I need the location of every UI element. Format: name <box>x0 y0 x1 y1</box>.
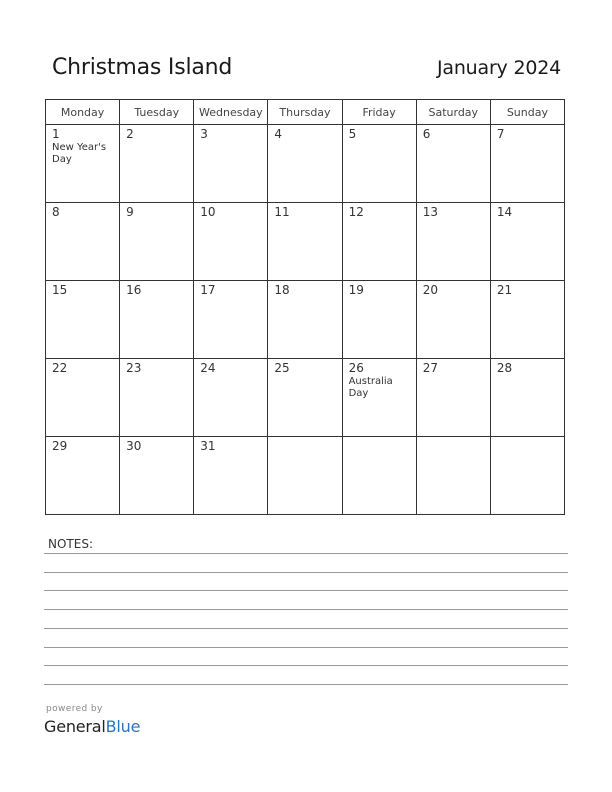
day-cell[interactable] <box>194 359 268 437</box>
weekday-label: Friday <box>342 100 416 125</box>
calendar-grid <box>45 99 565 515</box>
week-row <box>46 437 565 515</box>
day-number <box>343 437 416 439</box>
day-number: 8 <box>52 205 60 219</box>
day-number: 28 <box>496 361 513 375</box>
weekday-label: Monday <box>46 100 120 125</box>
brand-logo[interactable] <box>44 717 140 736</box>
day-cell[interactable] <box>120 359 194 437</box>
day-cell[interactable] <box>342 437 416 515</box>
day-number: 31 <box>200 439 216 453</box>
weekday-header-row <box>46 100 565 125</box>
brand-blue-text: Blue <box>105 717 141 736</box>
day-number <box>491 437 564 439</box>
day-number: 6 <box>422 127 431 141</box>
day-number: 11 <box>274 205 290 219</box>
note-line <box>44 647 568 648</box>
day-cell[interactable] <box>194 281 268 359</box>
day-number: 13 <box>422 205 438 219</box>
day-cell[interactable] <box>490 359 564 437</box>
day-cell[interactable] <box>268 437 342 515</box>
day-number: 20 <box>422 283 438 297</box>
day-cell[interactable] <box>46 125 120 203</box>
day-cell[interactable] <box>416 203 490 281</box>
holiday-label: New Year's Day <box>52 142 107 165</box>
day-number: 1 <box>52 127 60 141</box>
day-number: 22 <box>52 361 68 375</box>
week-row <box>46 281 565 359</box>
day-cell[interactable] <box>120 281 194 359</box>
day-cell[interactable] <box>490 437 564 515</box>
day-cell[interactable] <box>268 125 342 203</box>
week-row <box>46 359 565 437</box>
holiday-label: Australia Day <box>348 376 393 399</box>
day-cell[interactable] <box>490 125 564 203</box>
day-cell[interactable] <box>342 125 416 203</box>
notes-label: NOTES: <box>48 537 93 551</box>
day-cell[interactable] <box>120 125 194 203</box>
day-number: 15 <box>52 283 68 297</box>
note-line <box>44 684 568 685</box>
day-cell[interactable] <box>490 281 564 359</box>
day-cell[interactable] <box>194 125 268 203</box>
day-number: 27 <box>422 361 438 375</box>
note-line <box>44 628 568 629</box>
day-cell[interactable] <box>342 281 416 359</box>
week-row <box>46 203 565 281</box>
calendar-month: January 2024 <box>436 57 561 79</box>
day-cell[interactable] <box>268 359 342 437</box>
day-number: 16 <box>126 283 142 297</box>
note-line <box>44 572 568 573</box>
weekday-label: Tuesday <box>120 100 194 125</box>
day-cell[interactable] <box>194 203 268 281</box>
day-cell[interactable] <box>268 203 342 281</box>
day-cell[interactable] <box>46 203 120 281</box>
day-number: 14 <box>496 205 513 219</box>
day-number: 21 <box>496 283 513 297</box>
calendar-title: Christmas Island <box>52 55 233 80</box>
day-number: 30 <box>126 439 142 453</box>
day-cell[interactable] <box>120 203 194 281</box>
day-cell[interactable] <box>416 437 490 515</box>
day-number: 29 <box>52 439 68 453</box>
day-number: 19 <box>348 283 364 297</box>
powered-by-text: powered by <box>46 704 103 714</box>
brand-general-text: General <box>44 717 106 736</box>
day-number <box>268 437 341 439</box>
day-cell[interactable] <box>342 203 416 281</box>
note-line <box>44 590 568 591</box>
day-number: 18 <box>274 283 290 297</box>
day-cell[interactable] <box>120 437 194 515</box>
weekday-label: Thursday <box>268 100 342 125</box>
day-number: 24 <box>200 361 216 375</box>
day-number: 12 <box>348 205 364 219</box>
day-number: 4 <box>274 127 283 141</box>
note-line <box>44 609 568 610</box>
day-cell[interactable] <box>46 281 120 359</box>
day-number: 2 <box>126 127 134 141</box>
week-row <box>46 125 565 203</box>
day-cell[interactable] <box>416 125 490 203</box>
day-cell[interactable] <box>194 437 268 515</box>
weekday-label: Wednesday <box>194 100 268 125</box>
day-cell[interactable] <box>46 437 120 515</box>
day-number: 25 <box>274 361 290 375</box>
day-number: 10 <box>200 205 216 219</box>
day-number <box>417 437 490 439</box>
day-number: 7 <box>496 127 505 141</box>
day-cell[interactable] <box>416 359 490 437</box>
day-number: 3 <box>200 127 208 141</box>
day-number: 9 <box>126 205 134 219</box>
weekday-label: Saturday <box>416 100 490 125</box>
day-number: 17 <box>200 283 216 297</box>
weekday-label: Sunday <box>490 100 564 125</box>
day-cell[interactable] <box>268 281 342 359</box>
day-number: 5 <box>348 127 357 141</box>
day-cell[interactable] <box>416 281 490 359</box>
day-cell[interactable] <box>46 359 120 437</box>
day-cell[interactable] <box>342 359 416 437</box>
note-line <box>44 553 568 554</box>
day-number: 23 <box>126 361 142 375</box>
day-cell[interactable] <box>490 203 564 281</box>
day-number: 26 <box>348 361 364 375</box>
note-line <box>44 665 568 666</box>
